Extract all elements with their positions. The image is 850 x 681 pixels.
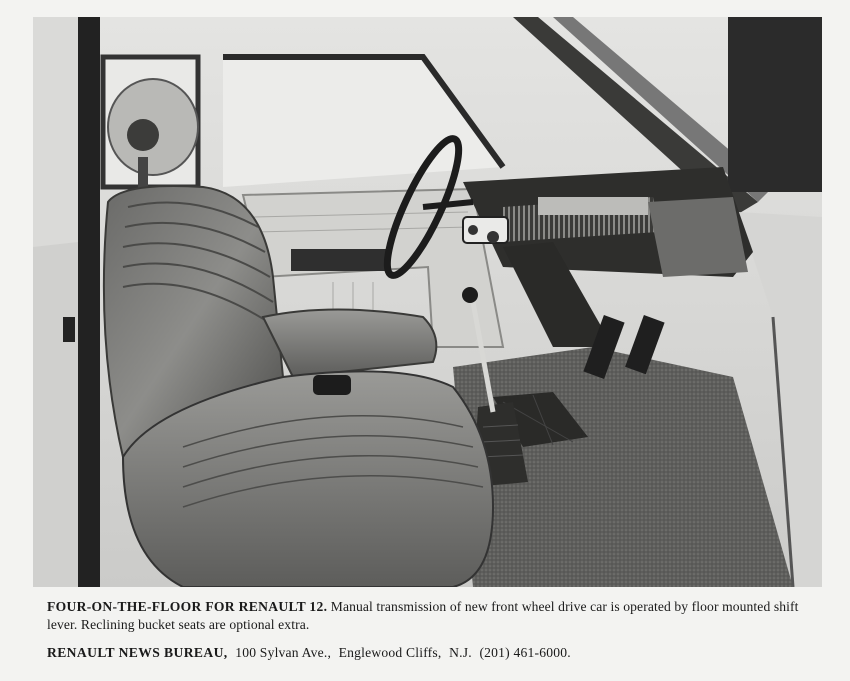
press-credit-line	[47, 645, 827, 661]
credit-state: N.J.	[449, 645, 472, 660]
credit-bureau: RENAULT NEWS BUREAU,	[47, 645, 228, 660]
credit-city: Englewood Cliffs,	[338, 645, 442, 660]
car-interior-photo	[33, 17, 822, 587]
photo-caption	[47, 598, 827, 634]
credit-phone: (201) 461-6000.	[479, 645, 571, 660]
caption-body: Manual transmission of new front wheel drive car is operated by floor mounted shift lever. Reclining bucket seats are optional extra.	[47, 599, 799, 632]
caption-headline: FOUR-ON-THE-FLOOR FOR RENAULT 12.	[47, 599, 328, 614]
credit-address: 100 Sylvan Ave.,	[235, 645, 332, 660]
